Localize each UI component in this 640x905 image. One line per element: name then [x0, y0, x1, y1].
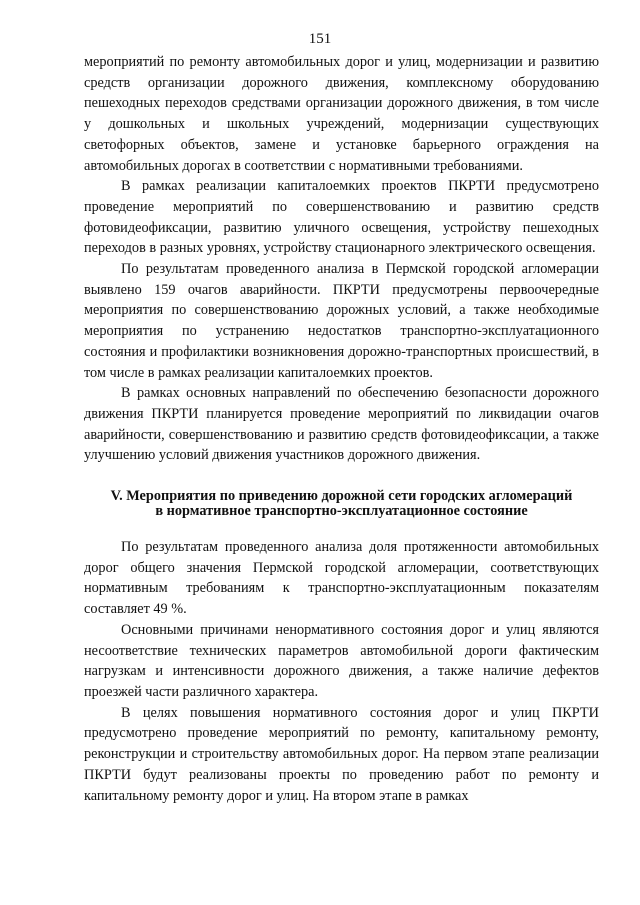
- paragraph-capital-projects: В рамках реализации капиталоемких проектов ПКРТИ предусмотрено проведение мероприятий по совершенствованию и развитию средств фотовидеофиксации, развитию уличного освещения, устройству пешеходных переходов в разных уровнях, устройству стационарного электрического освещения.: [84, 178, 599, 257]
- paragraph-continued: мероприятий по ремонту автомобильных дорог и улиц, модернизации и развитию средств организации дорожного движения, комплексному оборудованию пешеходных переходов средствами организации дорожного движения, в том числе у дошкольных и школьных учреждений, модернизации существующих светофорных объектов, замене и установке барьерного ограждения на автомобильных дорогах в соответствии с нормативными требованиями.: [84, 54, 599, 174]
- section-heading-line-2: в нормативное транспортно-эксплуатационное состояние: [155, 503, 528, 520]
- paragraph-main-causes: Основными причинами ненормативного состояния дорог и улиц являются несоответствие технических параметров автомобильной дороги фактическим нагрузкам и интенсивности дорожного движения, а также наличие дефектов проезжей части различного характера.: [84, 621, 599, 700]
- paragraph-safety-directions: В рамках основных направлений по обеспечению безопасности дорожного движения ПКРТИ планируется проведение мероприятий по ликвидации очагов аварийности, совершенствованию и развитию средств фотовидеофиксации, а также улучшению условий движения участников дорожного движения.: [84, 385, 599, 464]
- section-heading-line-1: V. Мероприятия по приведению дорожной сети городских агломераций: [110, 488, 573, 505]
- page-number: 151: [308, 31, 332, 47]
- paragraph-repair-stages: В целях повышения нормативного состояния дорог и улиц ПКРТИ предусмотрено проведение мероприятий по ремонту, капитальному ремонту, реконструкции и строительству автомобильных дорог. На первом этапе реализации ПКРТИ будут реализованы проекты по проведению работ по ремонту и капитальному ремонту дорог и улиц. На втором этапе в рамках: [84, 704, 599, 804]
- document-body: [84, 52, 599, 806]
- paragraph-normative-share: По результатам проведенного анализа доля протяженности автомобильных дорог общего значения Пермской городской агломерации, соответствующих нормативным требованиям к транспортно-эксплуатационным показателям составляет 49 %.: [84, 539, 599, 618]
- section-heading: [84, 489, 599, 519]
- paragraph-accident-analysis: По результатам проведенного анализа в Пермской городской агломерации выявлено 159 очагов аварийности. ПКРТИ предусмотрены первоочередные мероприятия по совершенствованию дорожных условий, а также необходимые мероприятия по устранению недостатков транспортно-эксплуатационного состояния и профилактики возникновения дорожно-транспортных происшествий, в том числе в рамках реализации капиталоемких проектов.: [84, 261, 599, 381]
